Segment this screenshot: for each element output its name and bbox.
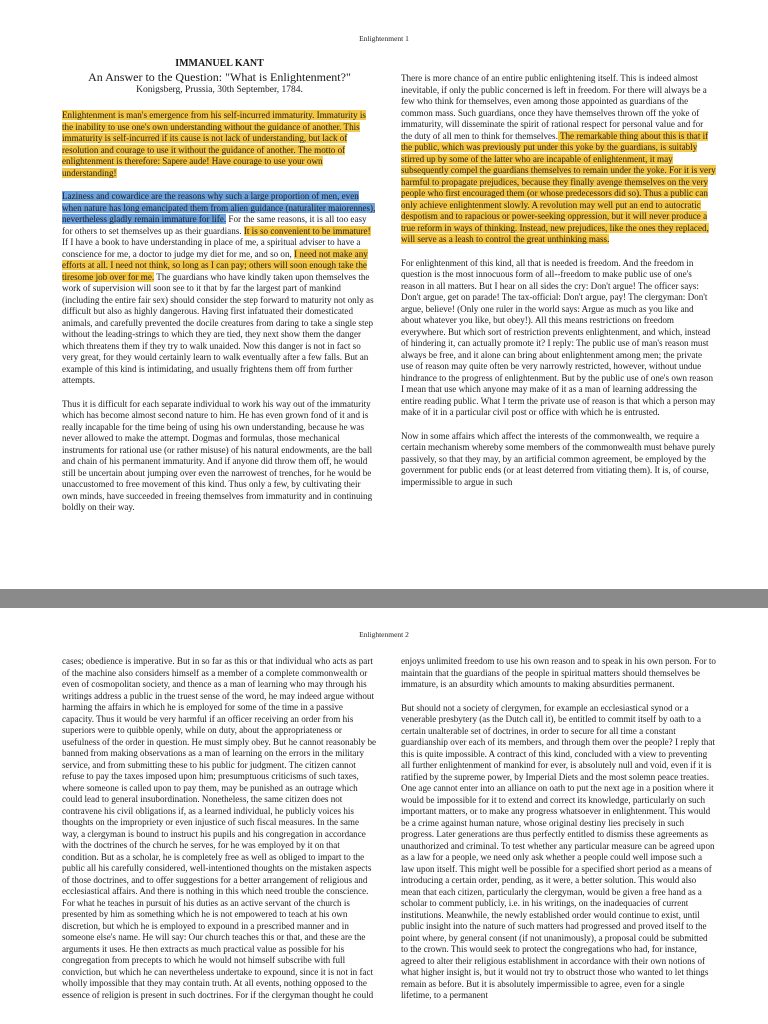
highlighted-text: The remarkable thing about this is that if the public, which was previously put under this yoke by the guardians, is suitably stirred up by some of the latter who are incapable of enlightenment, it may subsequently compel the guardians themselves to remain under the yoke. For it is very harmful to propagate prejudices, because they finally avenge themselves on the very people who first encouraged them (or whose predecessors did so). Thus a public can only achieve enlightenment slowly. A revolution may well put an end to autocratic despotism and to rapacious or power-seeking oppression, but it will never produce a true reform in ways of thinking. Instead, new prejudices, like the ones they replaced, will serve as a leash to control the great unthinking mass. — [401, 130, 716, 244]
paragraph: Thus it is difficult for each separate individual to work his way out of the immaturity which has become almost second nature to him. He has even grown fond of it and is really incapable for the time being of using his own understanding, because he was never allowed to make the attempt. Dogmas and formulas, those mechanical instruments for rational use (or rather misuse) of his natural endowments, are the ball and chain of his permanent immaturity. And if anyone did throw them off, he would still be uncertain about jumping over even the narrowest of trenches, for he would be unaccustomed to free movement of this kind. Thus only a few, by cultivating their own minds, have succeeded in freeing themselves from immaturity and in continuing boldly on their way. — [62, 398, 373, 512]
paragraph: For enlightenment of this kind, all that is needed is freedom. And the freedom in question is the most innocuous form of all--freedom to make public use of one's reason in all matters. But I hear on all sides the cry: Don't argue! The officer says: Don't argue, get on parade! The tax-official: Don't argue, pay! The clergyman: Don't argue, believe! (Only one ruler in the world says: Argue as much as you like and about whatever you like, but obey!). All this means restrictions on freedom everywhere. But which sort of restriction prevents enlightenment, and which, instead of hindering it, can actually promote it? I reply: The public use of man's reason must always be free, and it alone can bring about enlightenment among men; the private use of reason may quite often be very narrowly restricted, however, without undue hindrance to the progress of enlightenment. But by the public use of one's own reason I mean that use which anyone may make of it as a man of learning addressing the entire reading public. What I term the private use of reason is that which a person may make of it in a particular civil post or office with which he is entrusted. — [401, 257, 716, 417]
text-run: For the same reasons, it is all too easy for others to set themselves up as their guardians. — [62, 214, 367, 236]
left-column — [62, 58, 377, 526]
paragraph — [401, 73, 716, 246]
document-page-2 — [0, 608, 768, 1024]
right-column — [401, 73, 716, 500]
paragraph: But should not a society of clergymen, for example an ecclesiastical synod or a venerable presbytery (as the Dutch call it), be entitled to commit itself by oath to a certain unalterable set of doctrines, in order to secure for all time a constant guardianship over each of its members, and through them over the people? I reply that this is quite impossible. A contract of this kind, concluded with a view to preventing all further enlightenment of mankind for ever, is absolutely null and void, even if it is ratified by the supreme power, by Imperial Diets and the most solemn peace treaties. One age cannot enter into an alliance on oath to put the next age in a position where it would be impossible for it to extend and correct its knowledge, particularly on such important matters, or to make any progress whatsoever in enlightenment. This would be a crime against human nature, whose original destiny lies precisely in such progress. Later generations are thus perfectly entitled to dismiss these agreements as unauthorized and criminal. To test whether any particular measure can be agreed upon as a law for a people, we need only ask whether a people could well impose such a law upon itself. This might well be possible for a specified short period as a means of introducing a certain order, pending, as it were, a better solution. This would also mean that each citizen, particularly the clergyman, would be given a free hand as a scholar to comment publicly, i.e. in his writings, on the inadequacies of current institutions. Meanwhile, the newly established order would continue to exist, until public insight into the nature of such matters had progressed and proved itself to the point where, by general consent (if not unanimously), a proposal could be submitted to the crown. This would seek to protect the congregations who had, for instance, agreed to alter their religious establishment in accordance with their own notions of what higher insight is, but it would not try to obstruct those who wanted to let things remain as before. But it is absolutely impermissible to agree, even for a single lifetime, to a permanent — [401, 702, 715, 1000]
paragraph: cases; obedience is imperative. But in so far as this or that individual who acts as part of the machine also considers himself as a member of a complete commonwealth or even of cosmopolitan society, and thence as a man of learning who may through his writings address a public in the truest sense of the word, he may indeed argue without harming the affairs in which he is employed for some of the time in a passive capacity. Thus it would be very harmful if an officer receiving an order from his superiors were to quibble openly, while on duty, about the appropriateness or usefulness of the order in question. He must simply obey. But he cannot reasonably be banned from making observations as a man of learning on the errors in the military service, and from submitting these to his public for judgment. The citizen cannot refuse to pay the taxes imposed upon him; presumptuous criticisms of such taxes, where someone is called upon to pay them, may be punished as an outrage which could lead to general insubordination. Nonetheless, the same citizen does not contravene his civil obligations if, as a learned individual, he publicly voices his thoughts on the impropriety or even injustice of such fiscal measures. In the same way, a clergyman is bound to instruct his pupils and his congregation in accordance with the doctrines of the church he serves, for he was employed by it on that condition. But as a scholar, he is completely free as well as obliged to impart to the public all his carefully considered, well-intentioned thoughts on the mistaken aspects of those doctrines, and to offer suggestions for a better arrangement of religious and ecclesiastical affairs. And there is nothing in this which need trouble the conscience. For what he teaches in pursuit of his duties as an active servant of the church is presented by him as something which he is not empowered to teach at his own discretion, but which he is employed to expound in a prescribed manner and in someone else's name. He will say: Our church teaches this or that, and these are the arguments it uses. He then extracts as much practical value as possible for his congregation from precepts to which he would not himself subscribe with full conviction, but which he can nevertheless undertake to expound, since it is not in fact wholly impossible that they may contain truth. At all events, nothing opposed to the essence of religion is present in such doctrines. For if the clergyman thought he could — [62, 656, 377, 1000]
document-author: IMMANUEL KANT — [175, 58, 264, 69]
right-column — [401, 656, 716, 1014]
dateline: Konigsberg, Prussia, 30th September, 1784. — [136, 85, 303, 95]
page-gap — [0, 589, 768, 608]
paragraph — [62, 191, 377, 387]
paragraph: Now in some affairs which affect the interests of the commonwealth, we require a certain mechanism whereby some members of the commonwealth must behave purely passively, so that they may, by an artificial common agreement, be employed by the government for public ends (or at least deterred from vitiating them). It is, of course, impermissible to argue in such — [401, 430, 716, 487]
document-title: An Answer to the Question: "What is Enlightenment?" — [88, 70, 351, 84]
left-column — [62, 656, 377, 1013]
highlighted-text: Enlightenment is man's emergence from his self-incurred immaturity. Immaturity is the inability to use one's own understanding without the guidance of another. This immaturity is self-incurred if its cause is not lack of understanding, but lack of resolution and courage to use it without the guidance of another. The motto of enlightenment is therefore: Sapere aude! Have courage to use your own understanding! — [62, 110, 366, 178]
paragraph: enjoys unlimited freedom to use his own reason and to speak in his own person. For to maintain that the guardians of the people in spiritual matters should themselves be immature, is an absurdity which amounts to making absurdities permanent. — [401, 656, 716, 689]
text-run: There is more chance of an entire public enlightening itself. This is indeed almost inevitable, if only the public concerned is left in freedom. For there will always be a few who think for themselves, even among those appointed as guardians of the common mass. Such guardians, once they have themselves thrown off the yoke of immaturity, will disseminate the spirit of rational respect for personal value and for the duty of all men to think for themselves. — [401, 73, 707, 141]
page-header: Enlightenment 2 — [359, 630, 409, 639]
paragraph — [62, 110, 377, 179]
page-header: Enlightenment 1 — [359, 34, 409, 43]
text-run: If I have a book to have understanding in place of me, a spiritual adviser to have a conscience for me, a doctor to judge my diet for me, and so on, — [62, 237, 361, 259]
highlighted-text: It is so convenient to be immature! — [243, 225, 371, 236]
highlighted-text-blue: Laziness and cowardice are the reasons why such a large proportion of men, even when nature has long emancipated them from alien guidance (naturaliter maiorennes), nevertheless gladly remain immature for life. — [62, 191, 376, 224]
text-run: The guardians who have kindly taken upon themselves the work of supervision will soon see to it that by far the largest part of mankind (including the entire fair sex) should consider the step forward to maturity not only as difficult but also as highly dangerous. Having first infatuated their domesticated animals, and carefully prevented the docile creatures from daring to take a single step without the leading-strings to which they are tied, they next show them the danger which threatens them if they try to walk unaided. Now this danger is not in fact so very great, for they would certainly learn to walk eventually after a few falls. But an example of this kind is intimidating, and usually frightens them off from further attempts. — [62, 271, 374, 385]
highlighted-text: I need not make any efforts at all. I need not think, so long as I can pay; others will soon enough take the tiresome job over for me. — [62, 248, 368, 282]
